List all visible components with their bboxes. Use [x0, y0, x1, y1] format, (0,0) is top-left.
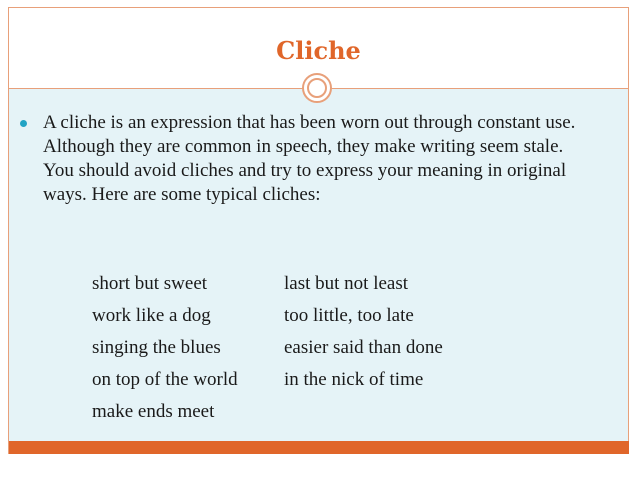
circle-ornament-icon: [302, 73, 332, 103]
cliche-item: work like a dog: [92, 305, 211, 326]
cliche-item: short but sweet: [92, 273, 208, 294]
bullet-item: [20, 111, 595, 207]
cliche-row: [92, 332, 443, 364]
cliche-item: on top of the world: [92, 369, 238, 390]
slide-title: Cliche: [276, 36, 361, 65]
circle-ornament-inner: [307, 78, 327, 98]
cliche-item: easier said than done: [284, 337, 443, 358]
cliche-item: singing the blues: [92, 337, 221, 358]
cliche-row: [92, 300, 443, 332]
bottom-accent-bar: [9, 441, 629, 454]
cliche-item: in the nick of time: [284, 369, 424, 390]
cliche-list: [92, 268, 443, 428]
cliche-row: [92, 364, 443, 396]
cliche-item: too little, too late: [284, 305, 414, 326]
cliche-item: make ends meet: [92, 401, 215, 422]
bullet-text: A cliche is an expression that has been worn out through constant use. Although they are common in speech, they make writing seem stale. You should avoid cliches and try to express your meaning in original ways. Here are some typical cliches:: [43, 112, 576, 205]
cliche-item: last but not least: [284, 273, 409, 294]
cliche-row: [92, 396, 443, 428]
bullet-dot-icon: [20, 120, 27, 127]
cliche-row: [92, 268, 443, 300]
